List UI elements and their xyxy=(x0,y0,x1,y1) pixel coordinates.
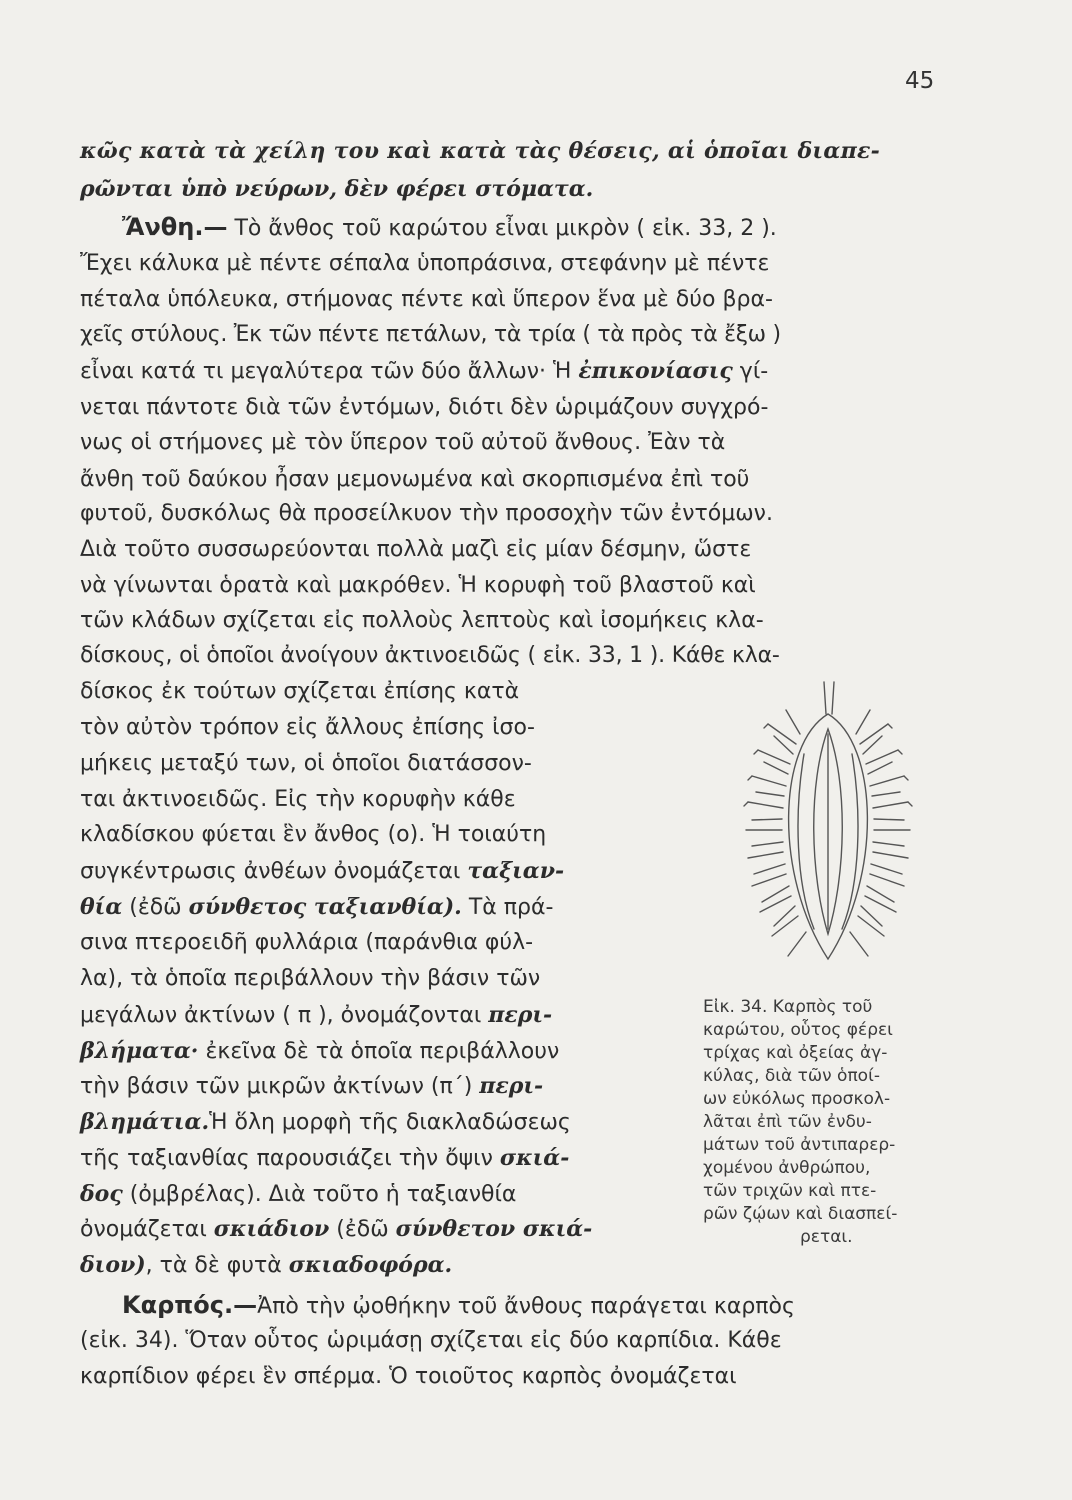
text-line: νεται πάντοτε διὰ τῶν ἐντόμων, διότι δὲν ὡριμάζουν συγχρό- xyxy=(80,395,769,420)
figure-caption: χομένου ἀνθρώπου, xyxy=(703,1158,871,1178)
text-line: τῆς ταξιανθίας παρουσιάζει τὴν ὄψιν σκιά- xyxy=(80,1145,570,1171)
text-line: βλήματα· ἐκεῖνα δὲ τὰ ὁποῖα περιβάλλουν xyxy=(80,1038,560,1064)
text-line: σινα πτεροειδῆ φυλλάρια (παράνθια φύλ- xyxy=(80,930,534,955)
text-line: δίσκους, οἱ ὁποῖοι ἀνοίγουν ἀκτινοειδῶς ( εἰκ. 33, 1 ). Κάθε κλα- xyxy=(80,643,780,668)
text-line: μεγάλων ἀκτίνων ( π ), ὀνομάζονται περι- xyxy=(80,1002,553,1028)
text-line: καρπίδιον φέρει ἓν σπέρμα. Ὁ τοιοῦτος καρπὸς ὀνομάζεται xyxy=(80,1364,737,1389)
term-epikonіasis: ἐπικονίασις xyxy=(578,358,733,384)
figure-carrot-fruit xyxy=(738,674,918,974)
text-line: εἶναι κατά τι μεγαλύτερα τῶν δύο ἄλλων· Ἡ ἐπικονίασις γί- xyxy=(80,358,769,384)
figure-caption: τρίχας καὶ ὀξείας ἀγ- xyxy=(703,1043,888,1063)
figure-caption: Εἰκ. 34. Καρπὸς τοῦ xyxy=(703,997,873,1017)
text-line: τὸν αὐτὸν τρόπον εἰς ἄλλους ἐπίσης ἰσο- xyxy=(80,715,535,740)
text-line: Διὰ τοῦτο συσσωρεύονται πολλὰ μαζὶ εἰς μίαν δέσμην, ὥστε xyxy=(80,537,752,562)
text-line: ται ἀκτινοειδῶς. Εἰς τὴν κορυφὴν κάθε xyxy=(80,787,516,812)
text-line: Ἄνθη.— Τὸ ἄνθος τοῦ καρώτου εἶναι μικρὸν ( εἰκ. 33, 2 ). xyxy=(122,213,777,241)
figure-caption: τῶν τριχῶν καὶ πτε- xyxy=(703,1181,877,1201)
text-line: ἄνθη τοῦ δαύκου ἦσαν μεμονωμένα καὶ σκορπισμένα ἐπὶ τοῦ xyxy=(80,467,750,492)
figure-caption: κύλας, διὰ τῶν ὁποί- xyxy=(703,1066,880,1086)
text-line: δίσκος ἐκ τούτων σχίζεται ἐπίσης κατὰ xyxy=(80,679,520,704)
text-line: Ἔχει κάλυκα μὲ πέντε σέπαλα ὑποπράσινα, στεφάνην μὲ πέντε xyxy=(80,251,770,276)
text-line: λα), τὰ ὁποῖα περιβάλλουν τὴν βάσιν τῶν xyxy=(80,966,541,991)
text-line: (εἰκ. 34). Ὅταν οὗτος ὡριμάσῃ σχίζεται εἰς δύο καρπίδια. Κάθε xyxy=(80,1328,782,1353)
text-line: κλαδίσκου φύεται ἓν ἄνθος (ο). Ἡ τοιαύτη xyxy=(80,822,547,847)
figure-caption: μάτων τοῦ ἀντιπαρερ- xyxy=(703,1135,896,1155)
figure-caption: ρεται. xyxy=(800,1227,853,1247)
text-line: τὴν βάσιν τῶν μικρῶν ἀκτίνων (π΄) περι- xyxy=(80,1073,544,1099)
page-number: 45 xyxy=(905,68,935,94)
figure-caption: καρώτου, οὗτος φέρει xyxy=(703,1020,893,1040)
text-line: φυτοῦ, δυσκόλως θὰ προσείλκυον τὴν προσοχὴν τῶν ἐντόμων. xyxy=(80,501,773,526)
section-heading-karpos: Καρπός.— xyxy=(122,1291,258,1319)
text-line: δος (ὀμβρέλας). Διὰ τοῦτο ἡ ταξιανθία xyxy=(80,1181,517,1207)
text-line: νως οἱ στήμονες μὲ τὸν ὕπερον τοῦ αὐτοῦ ἄνθους. Ἐὰν τὰ xyxy=(80,430,726,455)
text-line: χεῖς στύλους. Ἐκ τῶν πέντε πετάλων, τὰ τρία ( τὰ πρὸς τὰ ἔξω ) xyxy=(80,322,781,347)
fruit-illustration xyxy=(738,674,918,974)
text-line: ρῶνται ὑπὸ νεύρων, δὲν φέρει στόματα. xyxy=(80,176,594,202)
figure-caption: ων εὐκόλως προσκολ- xyxy=(703,1089,891,1109)
figure-caption: ρῶν ζῴων καὶ διασπεί- xyxy=(703,1204,898,1224)
text-line: Καρπός.—Ἀπὸ τὴν ᾠοθήκην τοῦ ἄνθους παράγεται καρπὸς xyxy=(122,1291,795,1319)
text-line: τῶν κλάδων σχίζεται εἰς πολλοὺς λεπτοὺς καὶ ἰσομήκεις κλα- xyxy=(80,608,764,633)
section-heading-anthi: Ἄνθη.— xyxy=(122,213,228,241)
text-line: διον), τὰ δὲ φυτὰ σκιαδοφόρα. xyxy=(80,1252,453,1278)
text-line: πέταλα ὑπόλευκα, στήμονας πέντε καὶ ὕπερον ἕνα μὲ δύο βρα- xyxy=(80,287,773,312)
figure-caption: λᾶται ἐπὶ τῶν ἐνδυ- xyxy=(703,1112,872,1132)
text-line: ὀνομάζεται σκιάδιον (ἐδῶ σύνθετον σκιά- xyxy=(80,1216,593,1242)
text-line: νὰ γίνωνται ὁρατὰ καὶ μακρόθεν. Ἡ κορυφὴ τοῦ βλαστοῦ καὶ xyxy=(80,573,756,598)
text-line: θία (ἐδῶ σύνθετος ταξιανθία). Τὰ πρά- xyxy=(80,894,554,920)
text-line: συγκέντρωσις ἀνθέων ὀνομάζεται ταξιαν- xyxy=(80,858,565,884)
text-line: μήκεις μεταξύ των, οἱ ὁποῖοι διατάσσον- xyxy=(80,751,532,776)
text-line: βλημάτια.Ἡ ὅλη μορφὴ τῆς διακλαδώσεως xyxy=(80,1109,571,1135)
text-line: κῶς κατὰ τὰ χείλη του καὶ κατὰ τὰς θέσεις, αἱ ὁποῖαι διαπε- xyxy=(80,138,881,164)
